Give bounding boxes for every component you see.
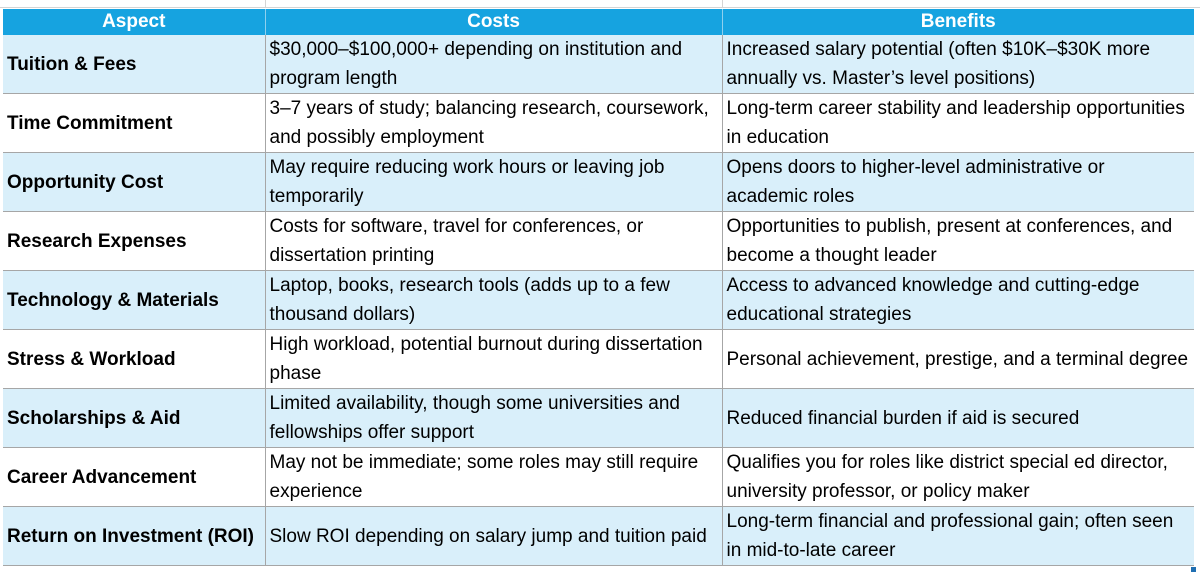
costs-cell[interactable]: High workload, potential burnout during dissertation phase	[265, 330, 722, 389]
costs-cell[interactable]: May not be immediate; some roles may still require experience	[265, 448, 722, 507]
benefits-cell[interactable]: Increased salary potential (often $10K–$30K more annually vs. Master’s level positions)	[722, 35, 1194, 94]
table-row	[3, 448, 1194, 507]
costs-cell[interactable]: Slow ROI depending on salary jump and tuition paid	[265, 507, 722, 566]
aspect-cell[interactable]: Tuition & Fees	[3, 35, 265, 94]
benefits-cell[interactable]: Long-term financial and professional gain; often seen in mid-to-late career	[722, 507, 1194, 566]
benefits-cell[interactable]: Opens doors to higher-level administrative or academic roles	[722, 153, 1194, 212]
benefits-cell[interactable]: Access to advanced knowledge and cutting-edge educational strategies	[722, 271, 1194, 330]
costs-cell[interactable]: May require reducing work hours or leaving job temporarily	[265, 153, 722, 212]
benefits-cell[interactable]: Qualifies you for roles like district special ed director, university professor, or policy maker	[722, 448, 1194, 507]
aspect-cell[interactable]: Stress & Workload	[3, 330, 265, 389]
header-row	[3, 9, 1194, 35]
resize-handle-icon[interactable]	[1191, 567, 1196, 572]
costs-cell[interactable]: Costs for software, travel for conferences, or dissertation printing	[265, 212, 722, 271]
aspect-cell[interactable]: Opportunity Cost	[3, 153, 265, 212]
costs-cell[interactable]: $30,000–$100,000+ depending on institution and program length	[265, 35, 722, 94]
benefits-cell[interactable]: Personal achievement, prestige, and a terminal degree	[722, 330, 1194, 389]
costs-cell[interactable]: 3–7 years of study; balancing research, coursework, and possibly employment	[265, 94, 722, 153]
aspect-cell[interactable]: Time Commitment	[3, 94, 265, 153]
costs-cell[interactable]: Laptop, books, research tools (adds up to a few thousand dollars)	[265, 271, 722, 330]
benefits-cell[interactable]: Opportunities to publish, present at conferences, and become a thought leader	[722, 212, 1194, 271]
header-aspect[interactable]: Aspect	[3, 9, 265, 35]
aspect-cell[interactable]: Return on Investment (ROI)	[3, 507, 265, 566]
table-row	[3, 330, 1194, 389]
costs-cell[interactable]: Limited availability, though some universities and fellowships offer support	[265, 389, 722, 448]
benefits-cell[interactable]: Long-term career stability and leadership opportunities in education	[722, 94, 1194, 153]
aspect-cell[interactable]: Scholarships & Aid	[3, 389, 265, 448]
header-benefits[interactable]: Benefits	[722, 9, 1194, 35]
table-row	[3, 271, 1194, 330]
header-costs[interactable]: Costs	[265, 9, 722, 35]
table-row	[3, 389, 1194, 448]
table-row	[3, 35, 1194, 94]
cost-benefit-table	[3, 9, 1194, 566]
aspect-cell[interactable]: Career Advancement	[3, 448, 265, 507]
previous-row-edge	[0, 0, 1200, 8]
benefits-cell[interactable]: Reduced financial burden if aid is secured	[722, 389, 1194, 448]
table-row	[3, 507, 1194, 566]
aspect-cell[interactable]: Research Expenses	[3, 212, 265, 271]
table-row	[3, 212, 1194, 271]
aspect-cell[interactable]: Technology & Materials	[3, 271, 265, 330]
table-row	[3, 94, 1194, 153]
table-row	[3, 153, 1194, 212]
